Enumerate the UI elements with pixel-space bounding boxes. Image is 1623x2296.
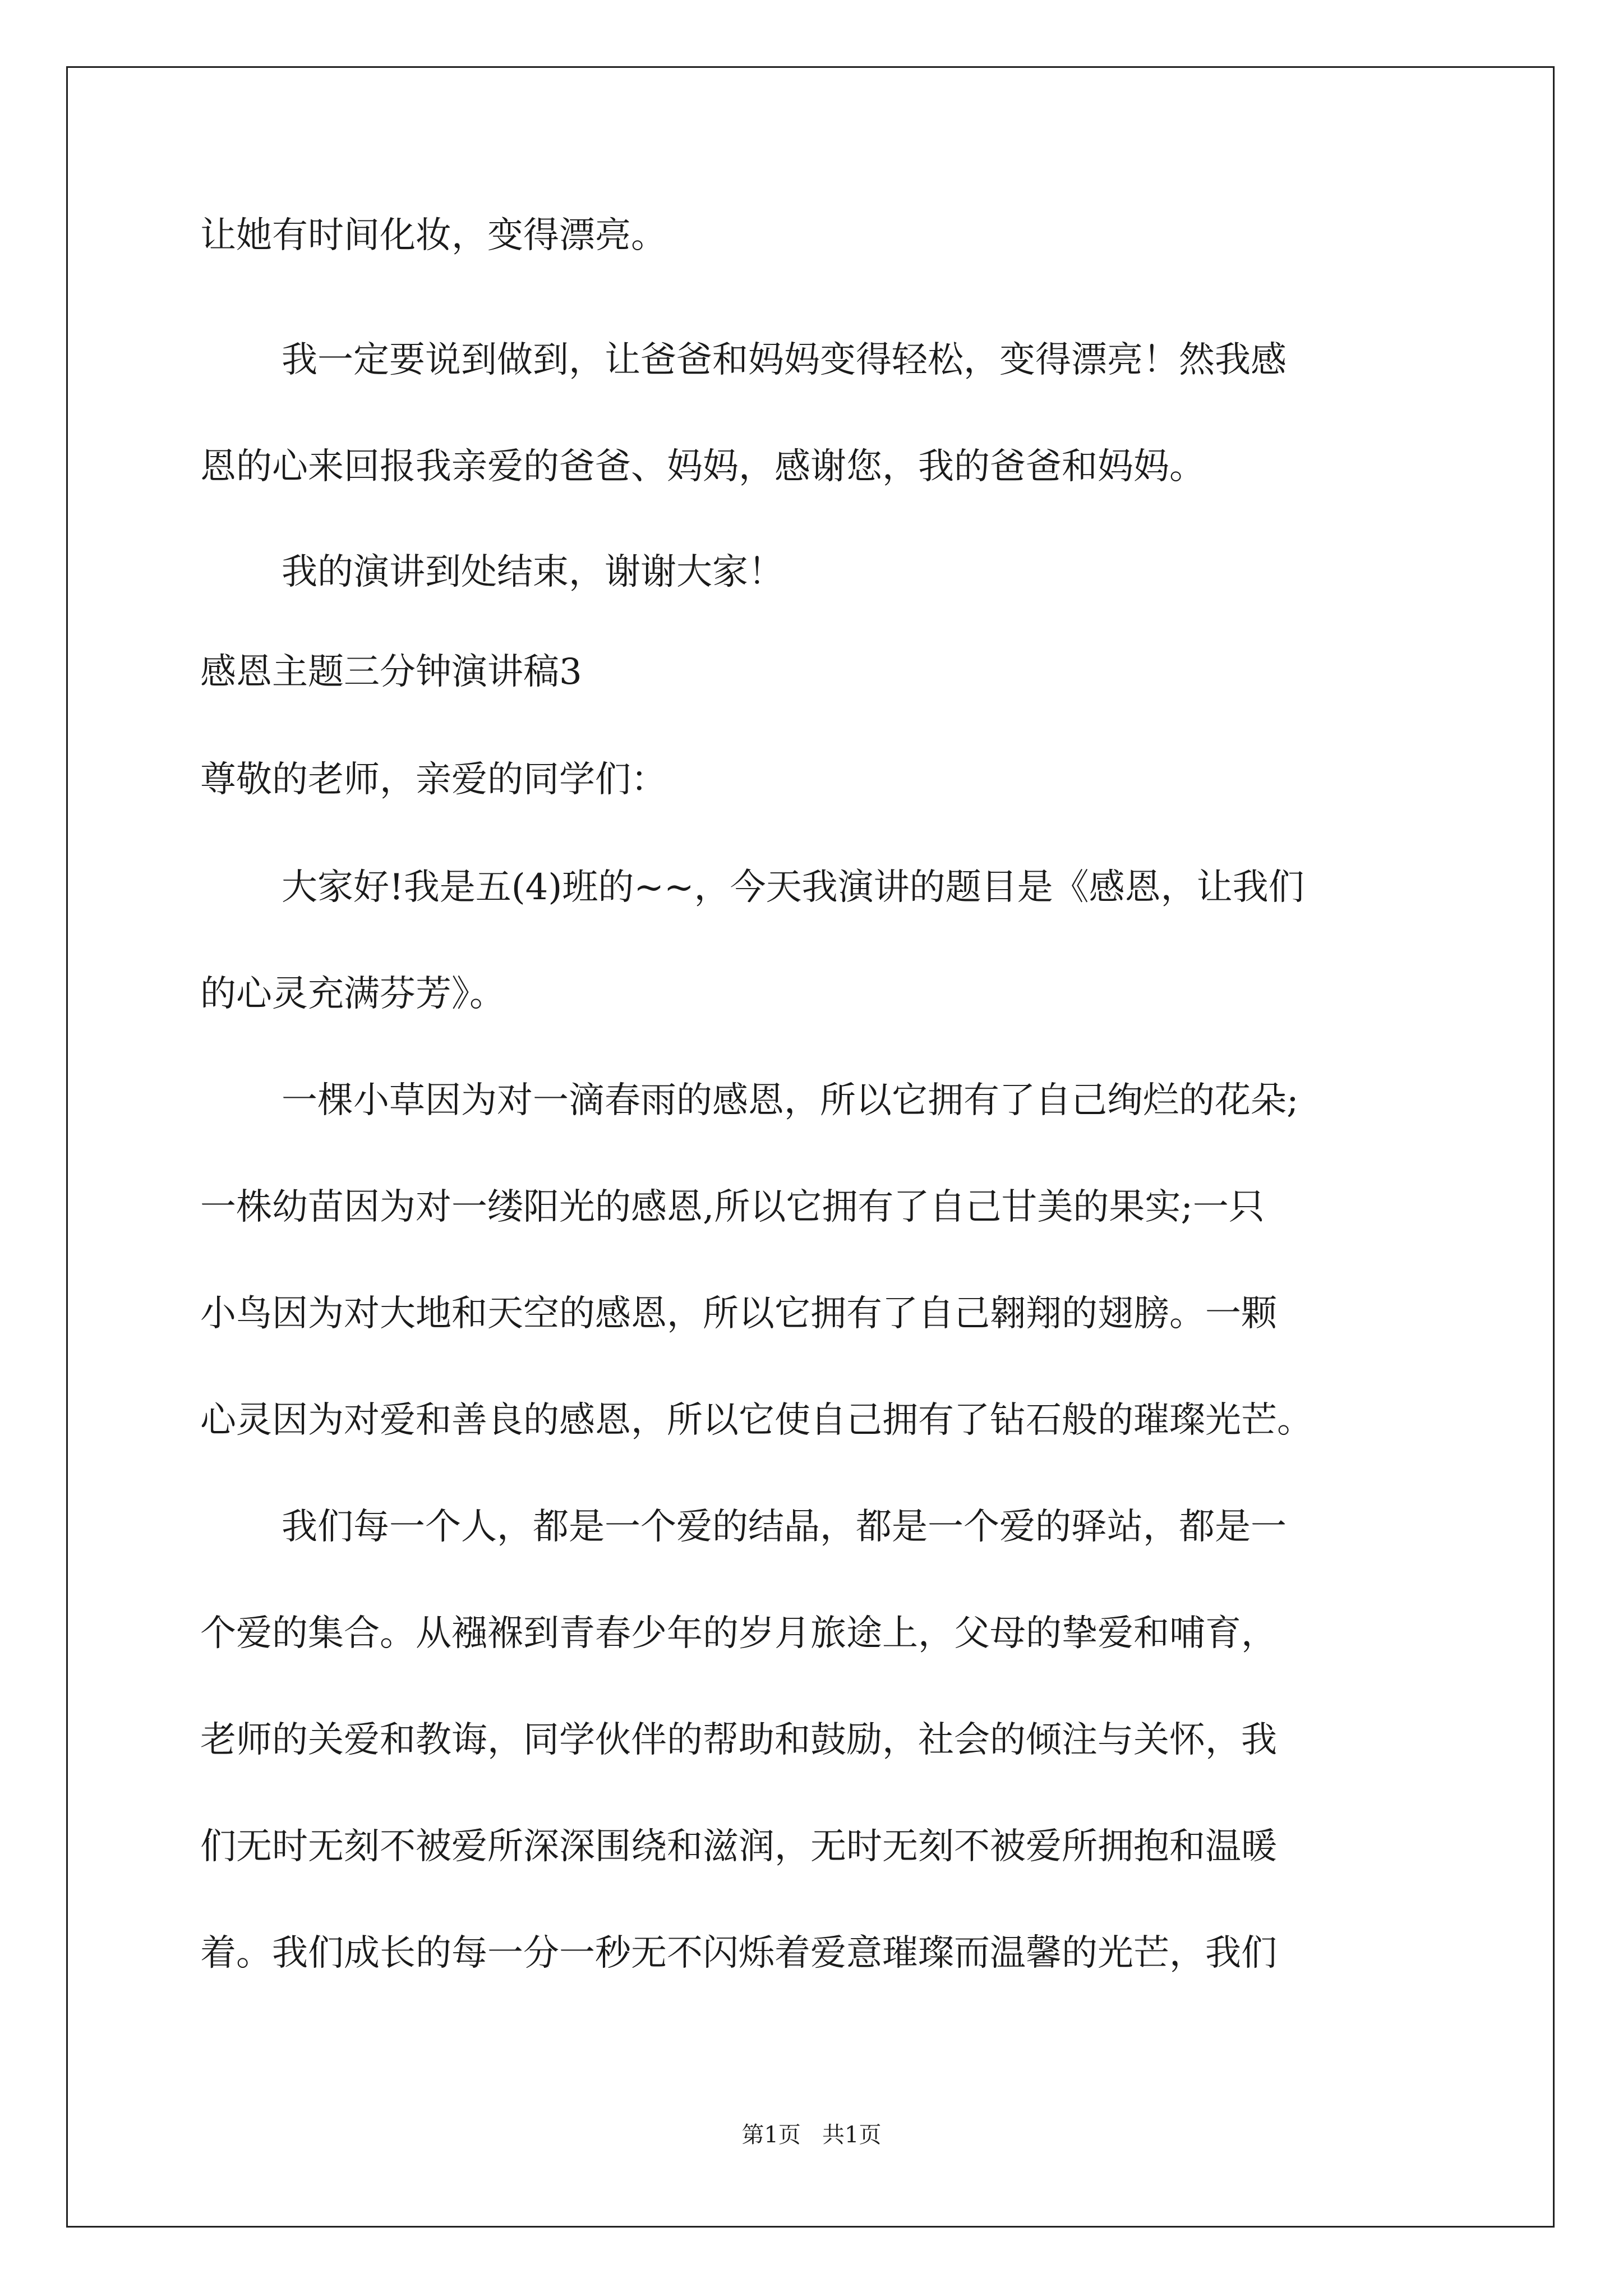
text-line: 一株幼苗因为对一缕阳光的感恩,所以它拥有了自己甘美的果实;一只 [200,1186,1265,1228]
text-line: 我们每一个人，都是一个爱的结晶，都是一个爱的驿站，都是一 [282,1506,1287,1548]
section-heading: 感恩主题三分钟演讲稿3 [200,651,582,693]
text-line: 我的演讲到处结束，谢谢大家！ [282,551,784,593]
page-border [66,66,1555,2228]
text-line: 大家好!我是五(4)班的~~，今天我演讲的题目是《感恩，让我们 [282,867,1304,908]
text-line: 我一定要说到做到，让爸爸和妈妈变得轻松，变得漂亮！然我感 [282,339,1287,381]
text-line: 让她有时间化妆，变得漂亮。 [200,215,667,256]
text-line: 着。我们成长的每一分一秒无不闪烁着爱意璀璨而温馨的光芒，我们 [200,1932,1277,1974]
text-line: 小鸟因为对大地和天空的感恩，所以它拥有了自己翱翔的翅膀。一颗 [200,1293,1277,1335]
text-line: 心灵因为对爱和善良的感恩，所以它使自己拥有了钻石般的璀璨光芒。 [200,1400,1313,1441]
page-footer: 第1页 共1页 [741,2122,882,2148]
text-line: 一棵小草因为对一滴春雨的感恩，所以它拥有了自己绚烂的花朵; [282,1080,1299,1121]
text-line: 老师的关爱和教诲，同学伙伴的帮助和鼓励，社会的倾注与关怀，我 [200,1719,1277,1761]
text-line: 们无时无刻不被爱所深深围绕和滋润，无时无刻不被爱所拥抱和温暖 [200,1826,1277,1867]
text-line: 的心灵充满芬芳》。 [200,973,505,1015]
text-line: 恩的心来回报我亲爱的爸爸、妈妈，感谢您，我的爸爸和妈妈。 [200,446,1205,487]
salutation: 尊敬的老师，亲爱的同学们： [200,759,667,800]
text-line: 个爱的集合。从襁褓到青春少年的岁月旅途上，父母的挚爱和哺育， [200,1613,1277,1654]
